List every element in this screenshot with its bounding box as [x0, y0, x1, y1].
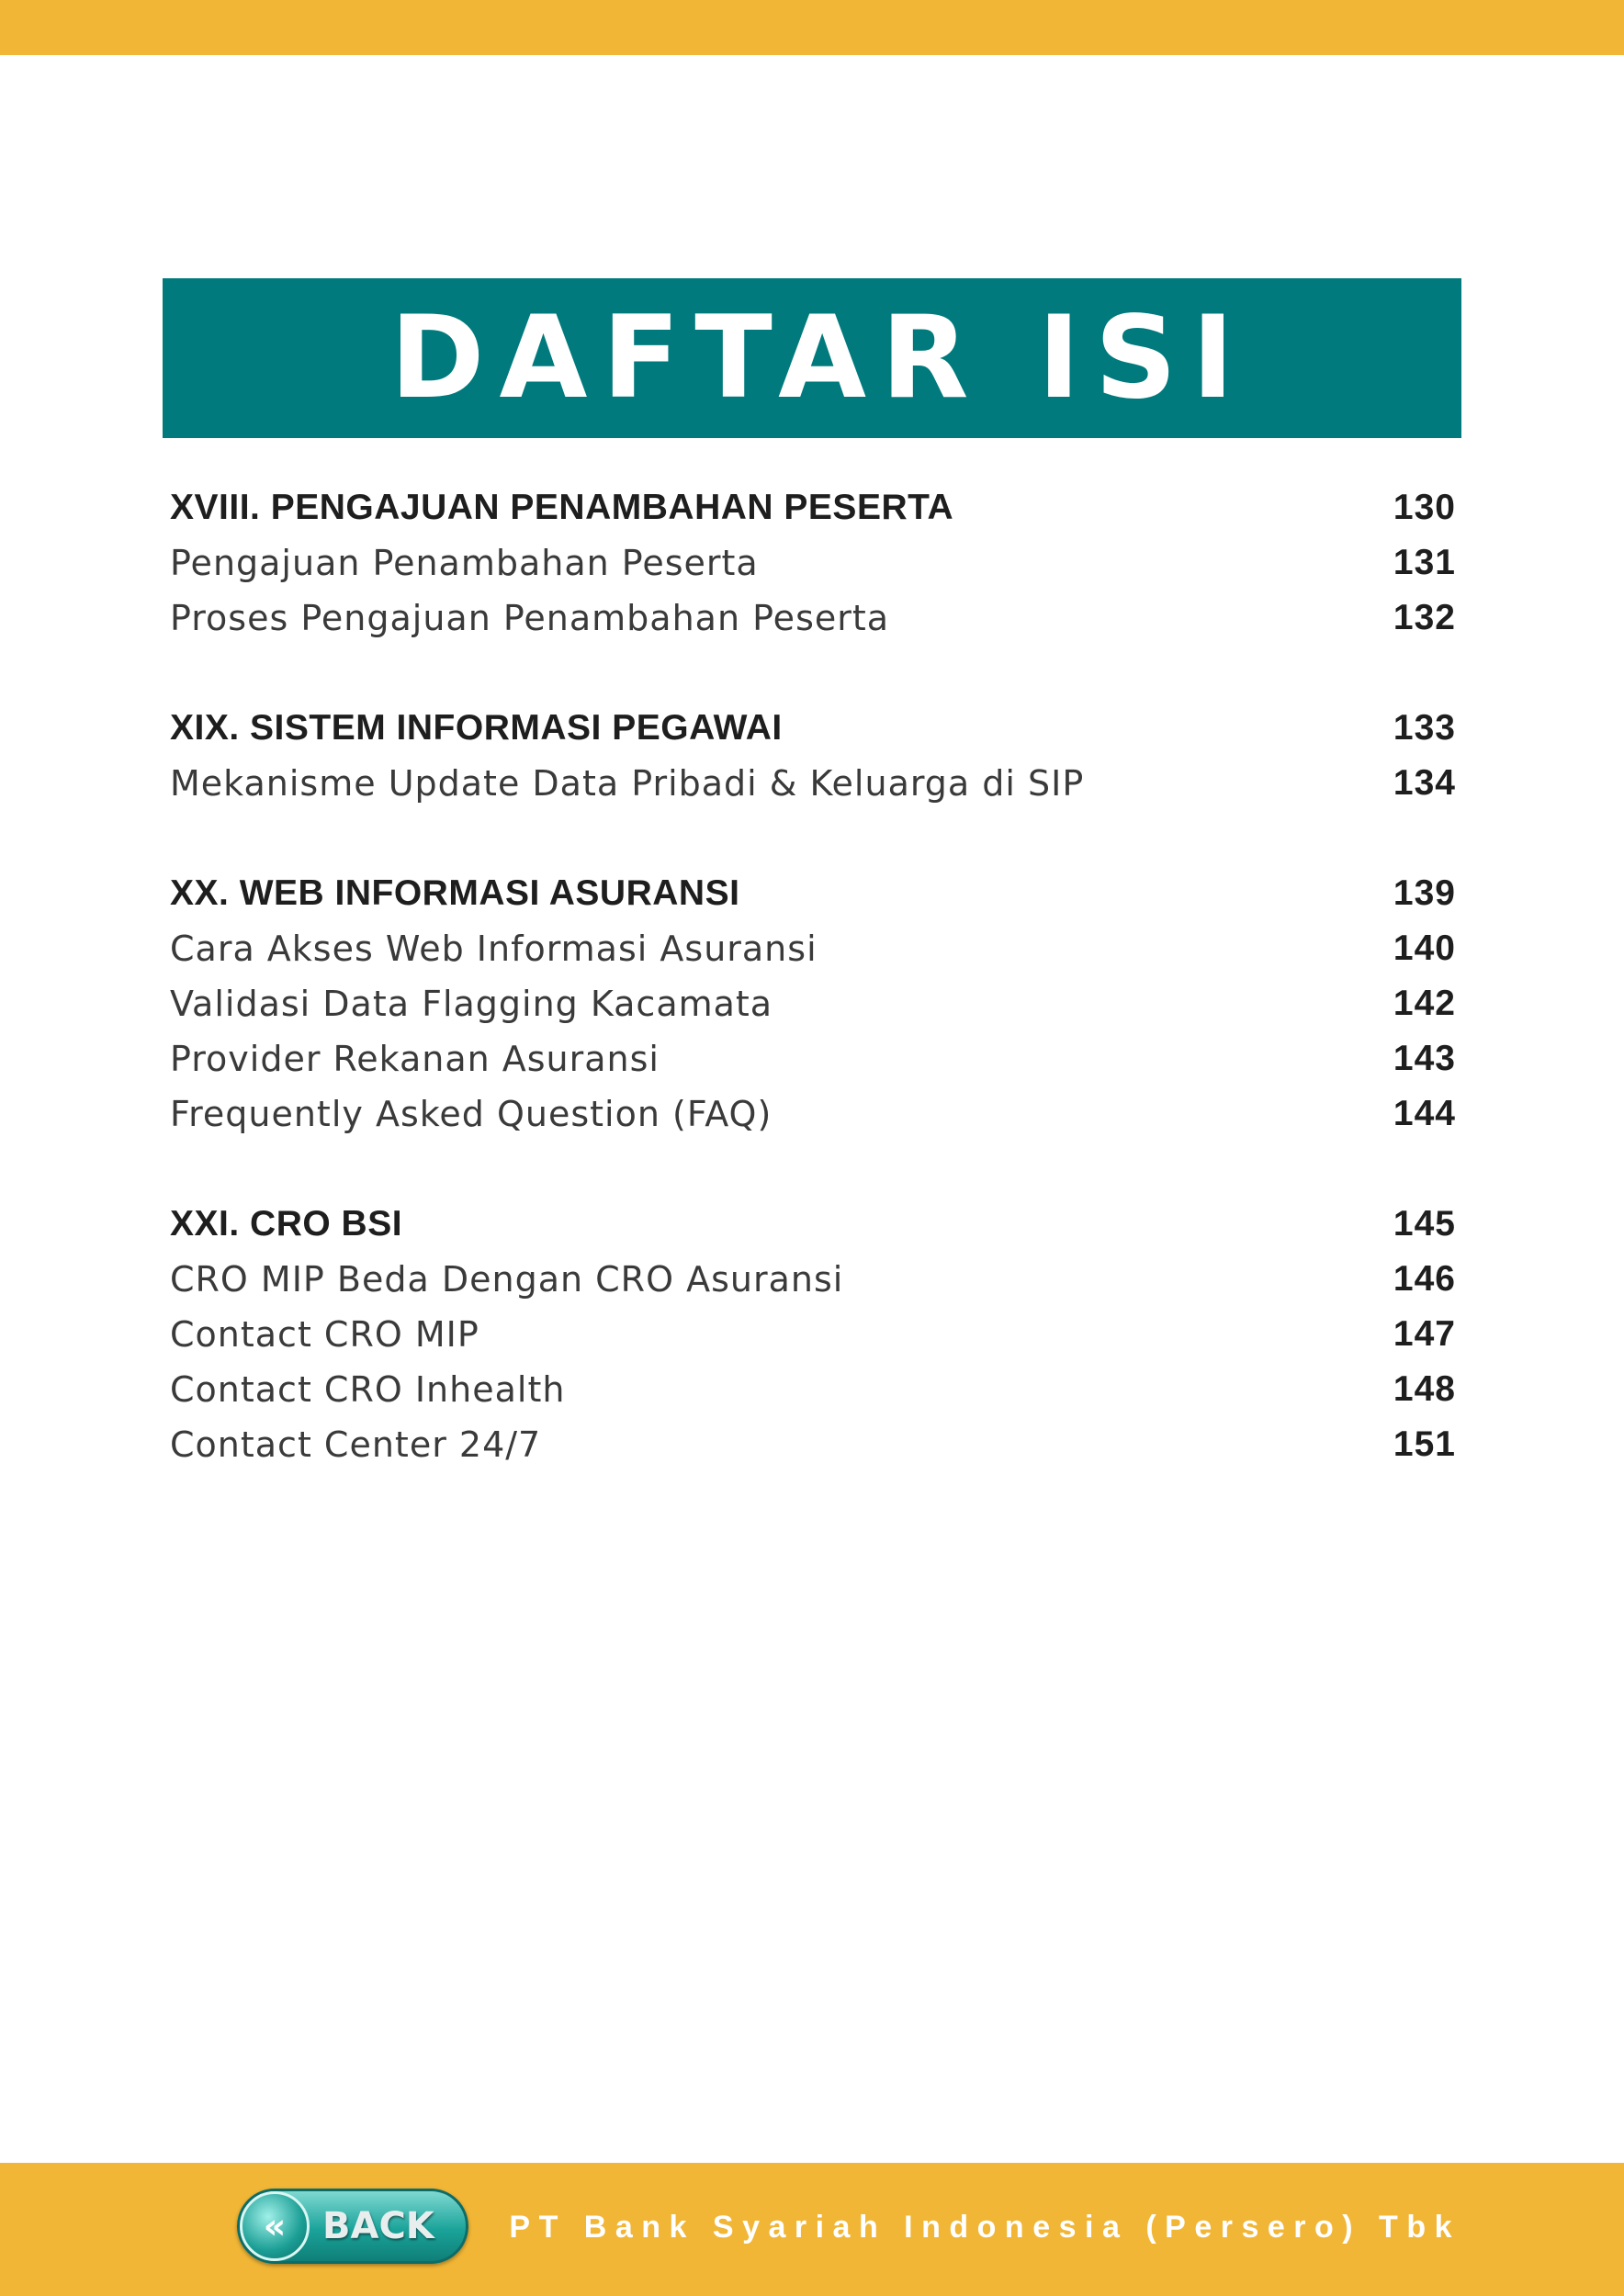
toc-heading-label: XIX. SISTEM INFORMASI PEGAWAI — [170, 708, 783, 748]
toc-item-label: Frequently Asked Question (FAQ) — [170, 1094, 773, 1134]
toc-heading-label: XX. WEB INFORMASI ASURANSI — [170, 873, 740, 913]
toc-item-row[interactable] — [170, 976, 1456, 1031]
toc-heading-row[interactable] — [170, 701, 1456, 756]
toc-page-number: 134 — [1393, 763, 1456, 803]
company-name: PT Bank Syariah Indonesia (Persero) Tbk — [509, 2210, 1460, 2245]
toc-item-label: Proses Pengajuan Penambahan Peserta — [170, 598, 890, 638]
toc-item-label: Contact CRO MIP — [170, 1314, 479, 1355]
toc-item-label: CRO MIP Beda Dengan CRO Asuransi — [170, 1259, 844, 1300]
toc-item-label: Pengajuan Penambahan Peserta — [170, 543, 759, 583]
toc-page-number: 132 — [1393, 598, 1456, 637]
toc-heading-row[interactable] — [170, 480, 1456, 535]
toc-item-row[interactable] — [170, 535, 1456, 591]
toc-item-row[interactable] — [170, 1252, 1456, 1307]
toc-page-number: 144 — [1393, 1094, 1456, 1133]
toc-item-row[interactable] — [170, 1417, 1456, 1472]
toc-item-row[interactable] — [170, 1031, 1456, 1086]
toc-item-label: Validasi Data Flagging Kacamata — [170, 984, 773, 1024]
toc-page-number: 140 — [1393, 929, 1456, 968]
table-of-contents — [170, 480, 1456, 1527]
toc-section — [170, 866, 1456, 1142]
toc-page-number: 148 — [1393, 1369, 1456, 1409]
back-button[interactable] — [237, 2189, 468, 2264]
toc-page-number: 142 — [1393, 984, 1456, 1023]
toc-item-label: Contact Center 24/7 — [170, 1424, 542, 1465]
toc-item-label: Mekanisme Update Data Pribadi & Keluarga di SIP — [170, 763, 1085, 804]
title-banner — [163, 278, 1461, 438]
toc-item-row[interactable] — [170, 756, 1456, 811]
toc-item-row[interactable] — [170, 1086, 1456, 1142]
toc-page-number: 147 — [1393, 1314, 1456, 1354]
toc-item-row[interactable] — [170, 591, 1456, 646]
toc-page-number: 151 — [1393, 1424, 1456, 1464]
toc-item-label: Provider Rekanan Asuransi — [170, 1039, 660, 1079]
toc-item-row[interactable] — [170, 1362, 1456, 1417]
toc-heading-label: XVIII. PENGAJUAN PENAMBAHAN PESERTA — [170, 488, 954, 527]
toc-section — [170, 701, 1456, 811]
top-accent-bar — [0, 0, 1624, 55]
toc-item-label: Cara Akses Web Informasi Asuransi — [170, 929, 818, 969]
toc-page-number: 139 — [1393, 873, 1456, 913]
toc-heading-label: XXI. CRO BSI — [170, 1204, 403, 1244]
toc-page-number: 133 — [1393, 708, 1456, 748]
toc-item-label: Contact CRO Inhealth — [170, 1369, 566, 1410]
toc-heading-row[interactable] — [170, 1197, 1456, 1252]
toc-item-row[interactable] — [170, 921, 1456, 976]
toc-item-row[interactable] — [170, 1307, 1456, 1362]
double-chevron-left-icon: « — [240, 2191, 310, 2261]
toc-page-number: 145 — [1393, 1204, 1456, 1244]
toc-page-number: 146 — [1393, 1259, 1456, 1299]
page-title: DAFTAR ISI — [389, 292, 1249, 424]
toc-section — [170, 1197, 1456, 1472]
toc-page-number: 143 — [1393, 1039, 1456, 1078]
toc-page-number: 130 — [1393, 488, 1456, 527]
toc-section — [170, 480, 1456, 646]
back-button-label: BACK — [322, 2205, 434, 2247]
toc-page-number: 131 — [1393, 543, 1456, 582]
toc-heading-row[interactable] — [170, 866, 1456, 921]
